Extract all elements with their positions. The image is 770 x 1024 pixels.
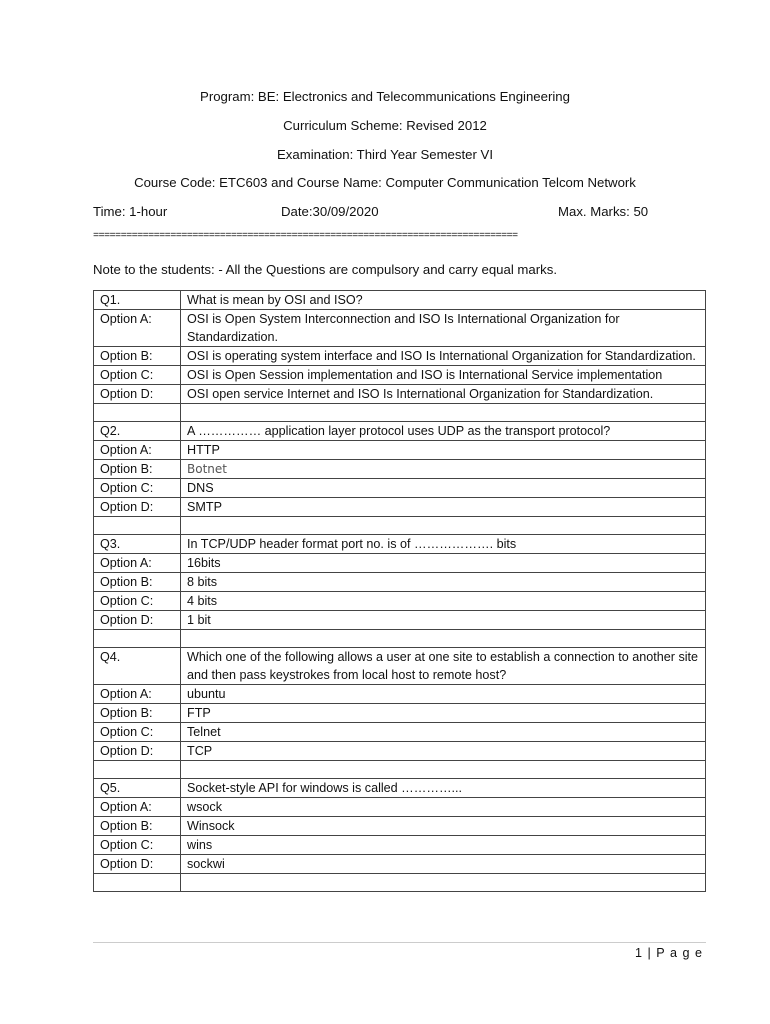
question-row (94, 422, 706, 441)
spacer-row (94, 404, 706, 422)
option-row (94, 611, 706, 630)
option-row (94, 498, 706, 517)
row-text: 8 bits (181, 573, 706, 592)
row-label: Q1. (94, 291, 181, 310)
option-row (94, 554, 706, 573)
row-text: A …………… application layer protocol uses UDP as the transport protocol? (181, 422, 706, 441)
max-marks-label: Max. Marks: 50 (558, 204, 649, 219)
question-row (94, 779, 706, 798)
row-label: Q5. (94, 779, 181, 798)
footer-rule (93, 942, 706, 943)
student-note: Note to the students: - All the Questions are compulsory and carry equal marks. (93, 262, 557, 277)
question-row (94, 648, 706, 685)
row-text: OSI is Open Session implementation and ISO is International Service implementation (181, 366, 706, 385)
row-label: Option D: (94, 611, 181, 630)
row-label: Option B: (94, 347, 181, 366)
option-row (94, 836, 706, 855)
row-label: Option A: (94, 685, 181, 704)
row-text: ubuntu (181, 685, 706, 704)
row-label: Option D: (94, 498, 181, 517)
row-label: Option B: (94, 573, 181, 592)
spacer-cell (181, 874, 706, 892)
spacer-cell (181, 761, 706, 779)
row-label: Option D: (94, 385, 181, 404)
option-row (94, 704, 706, 723)
spacer-cell (94, 761, 181, 779)
row-text: OSI open service Internet and ISO Is International Organization for Standardization. (181, 385, 706, 404)
row-text: OSI is operating system interface and ISO Is International Organization for Standardization. (181, 347, 706, 366)
row-label: Option B: (94, 460, 181, 479)
row-text: In TCP/UDP header format port no. is of ………………. bits (181, 535, 706, 554)
question-row (94, 291, 706, 310)
page-number: 1 | P a g e (635, 946, 703, 960)
option-row (94, 479, 706, 498)
row-label: Option A: (94, 798, 181, 817)
option-row (94, 366, 706, 385)
row-text: OSI is Open System Interconnection and ISO Is International Organization for Standardization. (181, 310, 706, 347)
row-label: Option C: (94, 723, 181, 742)
row-label: Option D: (94, 855, 181, 874)
option-row (94, 685, 706, 704)
question-table (93, 290, 706, 892)
examination-line: Examination: Third Year Semester VI (277, 147, 493, 162)
option-row (94, 817, 706, 836)
spacer-cell (181, 404, 706, 422)
row-text: 16bits (181, 554, 706, 573)
option-row (94, 855, 706, 874)
row-text: SMTP (181, 498, 706, 517)
option-row (94, 592, 706, 611)
row-label: Q4. (94, 648, 181, 685)
option-row (94, 798, 706, 817)
option-row (94, 460, 706, 479)
row-text: Socket-style API for windows is called …………... (181, 779, 706, 798)
option-row (94, 742, 706, 761)
option-row (94, 441, 706, 460)
row-label: Option A: (94, 554, 181, 573)
option-row (94, 385, 706, 404)
row-label: Option A: (94, 310, 181, 347)
row-label: Option C: (94, 366, 181, 385)
spacer-row (94, 517, 706, 535)
spacer-row (94, 630, 706, 648)
spacer-cell (181, 630, 706, 648)
row-label: Option B: (94, 704, 181, 723)
time-label: Time: 1-hour (93, 204, 168, 219)
option-row (94, 347, 706, 366)
row-text: Telnet (181, 723, 706, 742)
row-text: 1 bit (181, 611, 706, 630)
option-row (94, 573, 706, 592)
spacer-cell (94, 517, 181, 535)
option-row (94, 310, 706, 347)
program-line: Program: BE: Electronics and Telecommunications Engineering (200, 89, 570, 104)
row-label: Q3. (94, 535, 181, 554)
row-text: sockwi (181, 855, 706, 874)
row-text: Which one of the following allows a user at one site to establish a connection to another site and then pass keystrokes from local host to remote host? (181, 648, 706, 685)
row-text: What is mean by OSI and ISO? (181, 291, 706, 310)
row-text: DNS (181, 479, 706, 498)
course-line: Course Code: ETC603 and Course Name: Computer Communication Telcom Network (134, 175, 636, 190)
spacer-cell (94, 404, 181, 422)
row-text: Botnet (181, 460, 706, 479)
row-text: wsock (181, 798, 706, 817)
spacer-cell (181, 517, 706, 535)
date-label: Date:30/09/2020 (281, 204, 379, 219)
row-label: Option C: (94, 836, 181, 855)
spacer-row (94, 761, 706, 779)
row-label: Option C: (94, 592, 181, 611)
row-text: Winsock (181, 817, 706, 836)
row-text: FTP (181, 704, 706, 723)
row-text: TCP (181, 742, 706, 761)
row-text: wins (181, 836, 706, 855)
row-label: Q2. (94, 422, 181, 441)
row-text: HTTP (181, 441, 706, 460)
spacer-cell (94, 874, 181, 892)
row-label: Option C: (94, 479, 181, 498)
separator-line: ============================================================================= (93, 231, 518, 242)
row-text: 4 bits (181, 592, 706, 611)
option-row (94, 723, 706, 742)
row-label: Option B: (94, 817, 181, 836)
curriculum-line: Curriculum Scheme: Revised 2012 (283, 118, 487, 133)
row-label: Option A: (94, 441, 181, 460)
spacer-cell (94, 630, 181, 648)
row-label: Option D: (94, 742, 181, 761)
question-row (94, 535, 706, 554)
spacer-row (94, 874, 706, 892)
